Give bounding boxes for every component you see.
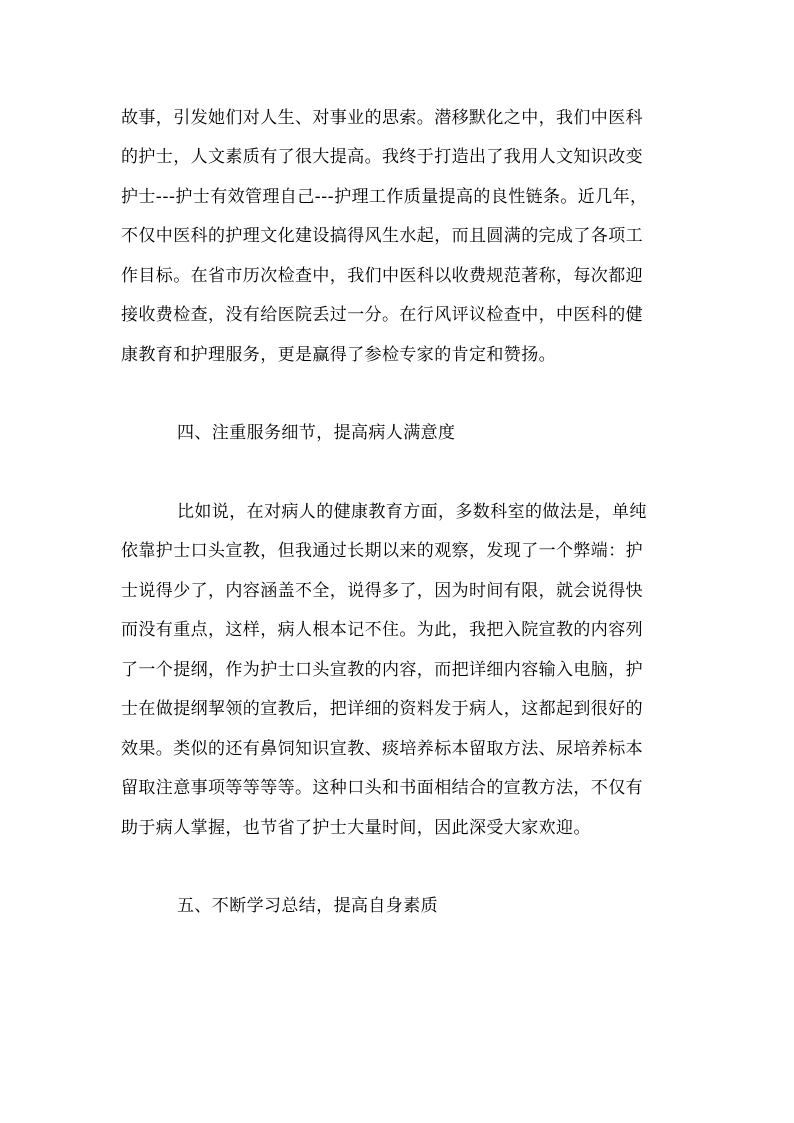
paragraph-1-line-2: 的护士，人文素质有了很大提高。我终于打造出了我用人文知识改变 [121, 147, 643, 167]
paragraph-1-line-7: 康教育和护理服务，更是赢得了参检专家的肯定和赞扬。 [121, 345, 556, 365]
paragraph-1-line-5: 作目标。在省市历次检查中，我们中医科以收费规范著称，每次都迎 [121, 266, 643, 286]
paragraph-2-line-9: 助于病人掌握，也节省了护士大量时间，因此深受大家欢迎。 [121, 818, 591, 838]
paragraph-2-line-2: 依靠护士口头宣教，但我通过长期以来的观察，发现了一个弊端：护 [121, 541, 643, 561]
section-heading-4: 四、注重服务细节，提高病人满意度 [177, 423, 456, 443]
section-heading-5: 五、不断学习总结，提高自身素质 [177, 896, 438, 916]
paragraph-2-line-6: 士在做提纲挈领的宣教后，把详细的资料发于病人，这都起到很好的 [121, 699, 643, 719]
paragraph-2-line-1: 比如说，在对病人的健康教育方面，多数科室的做法是，单纯 [177, 502, 647, 522]
paragraph-2-line-4: 而没有重点，这样，病人根本记不住。为此，我把入院宣教的内容列 [121, 620, 643, 640]
paragraph-1-line-3: 护士---护士有效管理自己---护理工作质量提高的良性链条。近几年， [121, 187, 648, 207]
paragraph-2-line-3: 士说得少了，内容涵盖不全，说得多了，因为时间有限，就会说得快 [121, 581, 643, 601]
paragraph-2-line-8: 留取注意事项等等等等。这种口头和书面相结合的宣教方法，不仅有 [121, 778, 643, 798]
paragraph-1-line-4: 不仅中医科的护理文化建设搞得风生水起，而且圆满的完成了各项工 [121, 226, 643, 246]
paragraph-1-line-1: 故事，引发她们对人生、对事业的思索。潜移默化之中，我们中医科 [121, 108, 643, 128]
paragraph-1-line-6: 接收费检查，没有给医院丢过一分。在行风评议检查中，中医科的健 [121, 305, 643, 325]
paragraph-2-line-5: 了一个提纲，作为护士口头宣教的内容，而把详细内容输入电脑，护 [121, 660, 643, 680]
paragraph-2-line-7: 效果。类似的还有鼻饲知识宣教、痰培养标本留取方法、尿培养标本 [121, 739, 643, 759]
